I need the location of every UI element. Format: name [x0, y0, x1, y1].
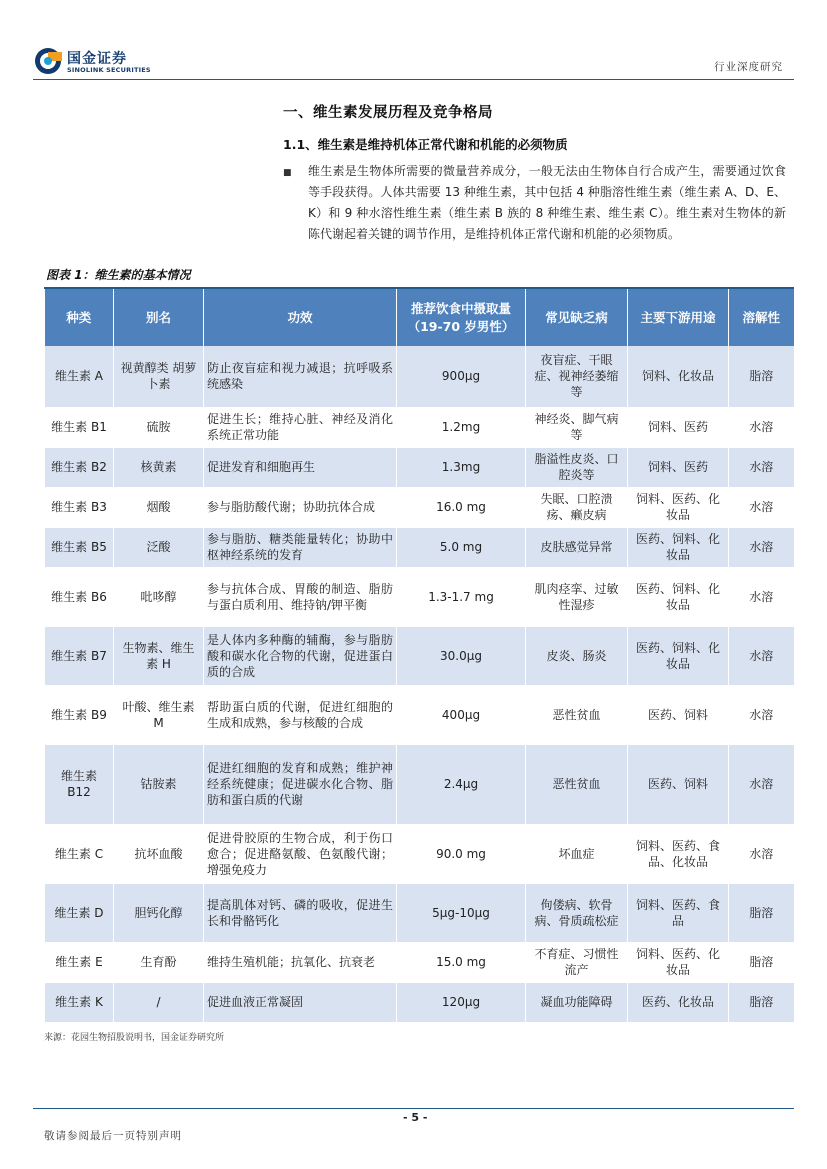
- cell-intake: 15.0 mg: [397, 942, 526, 982]
- cell-usage: 饲料、医药、食品、化妆品: [628, 824, 729, 883]
- cell-usage: 医药、饲料、化妆品: [628, 567, 729, 626]
- cell-alias: 生育酚: [114, 942, 204, 982]
- cell-usage: 饲料、医药: [628, 447, 729, 487]
- column-header-solubility: 溶解性: [729, 289, 794, 346]
- cell-usage: 饲料、医药: [628, 407, 729, 447]
- table-header-row: [45, 289, 794, 346]
- cell-effect: 防止夜盲症和视力减退；抗呼吸系统感染: [204, 346, 397, 407]
- cell-intake: 1.3-1.7 mg: [397, 567, 526, 626]
- cell-effect: 促进骨胶原的生物合成，利于伤口愈合；促进酪氨酸、色氨酸代谢；增强免疫力: [204, 824, 397, 883]
- cell-usage: 医药、饲料、化妆品: [628, 527, 729, 567]
- cell-type: 维生素 B12: [45, 744, 114, 824]
- cell-type: 维生素 A: [45, 346, 114, 407]
- cell-type: 维生素 B5: [45, 527, 114, 567]
- cell-usage: 饲料、医药、食品: [628, 883, 729, 942]
- vitamin-table: [44, 289, 794, 1023]
- cell-intake: 30.0μg: [397, 626, 526, 685]
- cell-type: 维生素 B1: [45, 407, 114, 447]
- table-row: [45, 447, 794, 487]
- cell-solubility: 水溶: [729, 626, 794, 685]
- cell-effect: 参与抗体合成、胃酸的制造、脂肪与蛋白质利用、维持钠/钾平衡: [204, 567, 397, 626]
- sinolink-logo-icon: [33, 46, 63, 76]
- table-row: [45, 567, 794, 626]
- cell-deficiency: 神经炎、脚气病等: [526, 407, 628, 447]
- figure-source: 来源：花园生物招股说明书，国金证券研究所: [44, 1033, 225, 1043]
- cell-deficiency: 夜盲症、干眼症、视神经萎缩等: [526, 346, 628, 407]
- column-header-type: 种类: [45, 289, 114, 346]
- cell-solubility: 水溶: [729, 487, 794, 527]
- cell-deficiency: 肌肉痉挛、过敏性湿疹: [526, 567, 628, 626]
- page-header: [0, 0, 827, 82]
- column-header-deficiency: 常见缺乏病: [526, 289, 628, 346]
- cell-deficiency: 皮肤感觉异常: [526, 527, 628, 567]
- table-row: [45, 626, 794, 685]
- cell-deficiency: 佝偻病、软骨病、骨质疏松症: [526, 883, 628, 942]
- cell-effect: 促进血液正常凝固: [204, 982, 397, 1022]
- cell-type: 维生素 B2: [45, 447, 114, 487]
- cell-intake: 400μg: [397, 685, 526, 744]
- cell-type: 维生素 B6: [45, 567, 114, 626]
- cell-solubility: 脂溶: [729, 346, 794, 407]
- cell-type: 维生素 K: [45, 982, 114, 1022]
- table-row: [45, 527, 794, 567]
- logo-text-cn: 国金证券: [67, 51, 127, 67]
- cell-usage: 医药、饲料: [628, 685, 729, 744]
- column-header-effect: 功效: [204, 289, 397, 346]
- cell-type: 维生素 E: [45, 942, 114, 982]
- cell-deficiency: 脂溢性皮炎、口腔炎等: [526, 447, 628, 487]
- cell-type: 维生素 B3: [45, 487, 114, 527]
- table-row: [45, 407, 794, 447]
- cell-effect: 促进生长；维持心脏、神经及消化系统正常功能: [204, 407, 397, 447]
- cell-usage: 饲料、医药、化妆品: [628, 487, 729, 527]
- cell-intake: 900μg: [397, 346, 526, 407]
- cell-alias: 钴胺素: [114, 744, 204, 824]
- section-title: 一、维生素发展历程及竞争格局: [283, 105, 493, 121]
- cell-solubility: 水溶: [729, 685, 794, 744]
- cell-alias: 抗坏血酸: [114, 824, 204, 883]
- brand-logo: [33, 46, 163, 78]
- table-row: [45, 883, 794, 942]
- table-row: [45, 487, 794, 527]
- cell-solubility: 水溶: [729, 567, 794, 626]
- cell-solubility: 脂溶: [729, 883, 794, 942]
- cell-intake: 2.4μg: [397, 744, 526, 824]
- cell-intake: 5μg-10μg: [397, 883, 526, 942]
- cell-intake: 1.3mg: [397, 447, 526, 487]
- cell-intake: 90.0 mg: [397, 824, 526, 883]
- cell-deficiency: 不育症、习惯性流产: [526, 942, 628, 982]
- cell-alias: 核黄素: [114, 447, 204, 487]
- cell-deficiency: 坏血症: [526, 824, 628, 883]
- cell-intake: 120μg: [397, 982, 526, 1022]
- cell-usage: 饲料、医药、化妆品: [628, 942, 729, 982]
- cell-effect: 促进红细胞的发育和成熟；维护神经系统健康；促进碳水化合物、脂肪和蛋白质的代谢: [204, 744, 397, 824]
- cell-effect: 维持生殖机能；抗氧化、抗衰老: [204, 942, 397, 982]
- cell-intake: 1.2mg: [397, 407, 526, 447]
- header-divider: [33, 79, 794, 80]
- cell-usage: 医药、饲料: [628, 744, 729, 824]
- column-header-alias: 别名: [114, 289, 204, 346]
- cell-alias: 硫胺: [114, 407, 204, 447]
- cell-usage: 医药、饲料、化妆品: [628, 626, 729, 685]
- table-row: [45, 942, 794, 982]
- column-header-intake: 推荐饮食中摄取量（19-70 岁男性）: [397, 289, 526, 346]
- logo-text-en: SINOLINK SECURITIES: [67, 66, 151, 74]
- cell-intake: 5.0 mg: [397, 527, 526, 567]
- cell-deficiency: 皮炎、肠炎: [526, 626, 628, 685]
- cell-solubility: 水溶: [729, 824, 794, 883]
- report-type: 行业深度研究: [714, 61, 783, 73]
- cell-alias: 吡哆醇: [114, 567, 204, 626]
- disclaimer-note: 敬请参阅最后一页特别声明: [44, 1130, 182, 1142]
- cell-solubility: 脂溶: [729, 982, 794, 1022]
- cell-solubility: 水溶: [729, 407, 794, 447]
- subsection-title: 1.1、维生素是维持机体正常代谢和机能的必须物质: [283, 137, 568, 152]
- table-row: [45, 744, 794, 824]
- cell-deficiency: 恶性贫血: [526, 744, 628, 824]
- table-row: [45, 824, 794, 883]
- footer-divider: [33, 1108, 794, 1109]
- cell-solubility: 水溶: [729, 527, 794, 567]
- table-body: [45, 346, 794, 1022]
- cell-effect: 参与脂肪酸代谢；协助抗体合成: [204, 487, 397, 527]
- cell-effect: 提高肌体对钙、磷的吸收，促进生长和骨骼钙化: [204, 883, 397, 942]
- cell-type: 维生素 D: [45, 883, 114, 942]
- cell-solubility: 水溶: [729, 744, 794, 824]
- cell-solubility: 脂溶: [729, 942, 794, 982]
- cell-alias: /: [114, 982, 204, 1022]
- cell-alias: 泛酸: [114, 527, 204, 567]
- table-row: [45, 685, 794, 744]
- cell-solubility: 水溶: [729, 447, 794, 487]
- cell-deficiency: 失眠、口腔溃疡、癞皮病: [526, 487, 628, 527]
- cell-effect: 是人体内多种酶的辅酶，参与脂肪酸和碳水化合物的代谢，促进蛋白质的合成: [204, 626, 397, 685]
- cell-intake: 16.0 mg: [397, 487, 526, 527]
- cell-usage: 医药、化妆品: [628, 982, 729, 1022]
- bullet-icon: ■: [283, 168, 292, 178]
- cell-deficiency: 恶性贫血: [526, 685, 628, 744]
- page-number: - 5 -: [403, 1111, 428, 1124]
- cell-usage: 饲料、化妆品: [628, 346, 729, 407]
- cell-deficiency: 凝血功能障碍: [526, 982, 628, 1022]
- cell-effect: 促进发育和细胞再生: [204, 447, 397, 487]
- cell-type: 维生素 C: [45, 824, 114, 883]
- cell-alias: 烟酸: [114, 487, 204, 527]
- cell-alias: 视黄醇类 胡萝卜素: [114, 346, 204, 407]
- cell-type: 维生素 B9: [45, 685, 114, 744]
- cell-type: 维生素 B7: [45, 626, 114, 685]
- cell-alias: 胆钙化醇: [114, 883, 204, 942]
- cell-alias: 叶酸、维生素 M: [114, 685, 204, 744]
- cell-effect: 参与脂肪、糖类能量转化；协助中枢神经系统的发育: [204, 527, 397, 567]
- cell-alias: 生物素、维生素 H: [114, 626, 204, 685]
- table-row: [45, 982, 794, 1022]
- cell-effect: 帮助蛋白质的代谢，促进红细胞的生成和成熟，参与核酸的合成: [204, 685, 397, 744]
- intro-paragraph: 维生素是生物体所需要的微量营养成分，一般无法由生物体自行合成产生，需要通过饮食等手段获得。人体共需要 13 种维生素，其中包括 4 种脂溶性维生素（维生素 A、D、E、K）和 9 种水溶性维生素（维生素 B 族的 8 种维生素、维生素 C）。维生素对生物体的新陈代谢起着关键的调节作用，是维持机体正常代谢和机能的必须物质。: [308, 164, 786, 241]
- column-header-usage: 主要下游用途: [628, 289, 729, 346]
- figure-caption: 图表 1：维生素的基本情况: [46, 268, 191, 282]
- table-row: [45, 346, 794, 407]
